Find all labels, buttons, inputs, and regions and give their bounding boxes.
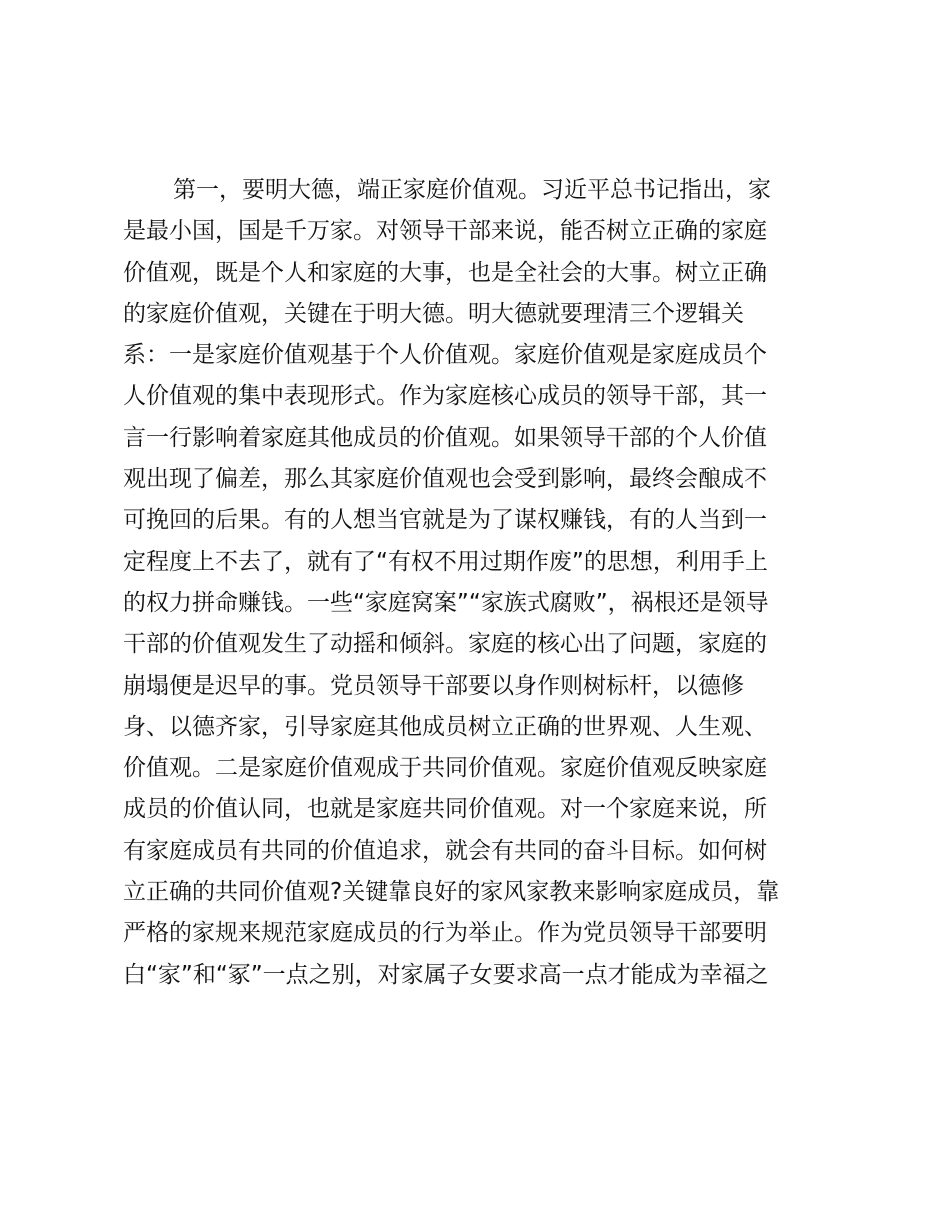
text-line: 人价值观的集中表现形式。作为家庭核心成员的领导干部，其一 [123,383,767,410]
text-line: 的家庭价值观，关键在于明大德。明大德就要理清三个逻辑关 [123,300,744,327]
text-line: 有家庭成员有共同的价值追求，就会有共同的奋斗目标。如何树 [123,837,767,864]
text-line: 价值观。二是家庭价值观成于共同价值观。家庭价值观反映家庭 [123,755,767,782]
text-line: 定程度上不去了，就有了“有权不用过期作废”的思想，利用手上 [123,548,768,575]
text-line: 可挽回的后果。有的人想当官就是为了谋权赚钱，有的人当到一 [123,507,767,534]
text-line: 观出现了偏差，那么其家庭价值观也会受到影响，最终会酿成不 [123,466,767,493]
text-line: 第一，要明大德，端正家庭价值观。习近平总书记指出，家 [173,177,771,203]
text-line: 成员的价值认同，也就是家庭共同价值观。对一个家庭来说，所 [123,796,767,823]
text-line: 的权力拼命赚钱。一些“家庭窝案”“家族式腐败”，祸根还是领导 [123,589,769,616]
text-line: 崩塌便是迟早的事。党员领导干部要以身作则树标杆，以德修 [123,672,744,699]
text-line: 系：一是家庭价值观基于个人价值观。家庭价值观是家庭成员个 [123,342,767,369]
text-line: 是最小国，国是千万家。对领导干部来说，能否树立正确的家庭 [123,218,767,245]
body-paragraph [123,170,843,996]
text-line: 立正确的共同价值观?关键靠良好的家风家教来影响家庭成员，靠 [123,879,780,906]
text-line: 干部的价值观发生了动摇和倾斜。家庭的核心出了问题，家庭的 [123,631,767,658]
text-line: 身、以德齐家，引导家庭其他成员树立正确的世界观、人生观、 [123,713,767,740]
text-line: 严格的家规来规范家庭成员的行为举止。作为党员领导干部要明 [123,920,767,947]
text-line: 价值观，既是个人和家庭的大事，也是全社会的大事。树立正确 [123,259,767,286]
text-line: 言一行影响着家庭其他成员的价值观。如果领导干部的个人价值 [123,424,767,451]
text-line: 白“家”和“冢”一点之别，对家属子女要求高一点才能成为幸福之 [123,961,769,988]
